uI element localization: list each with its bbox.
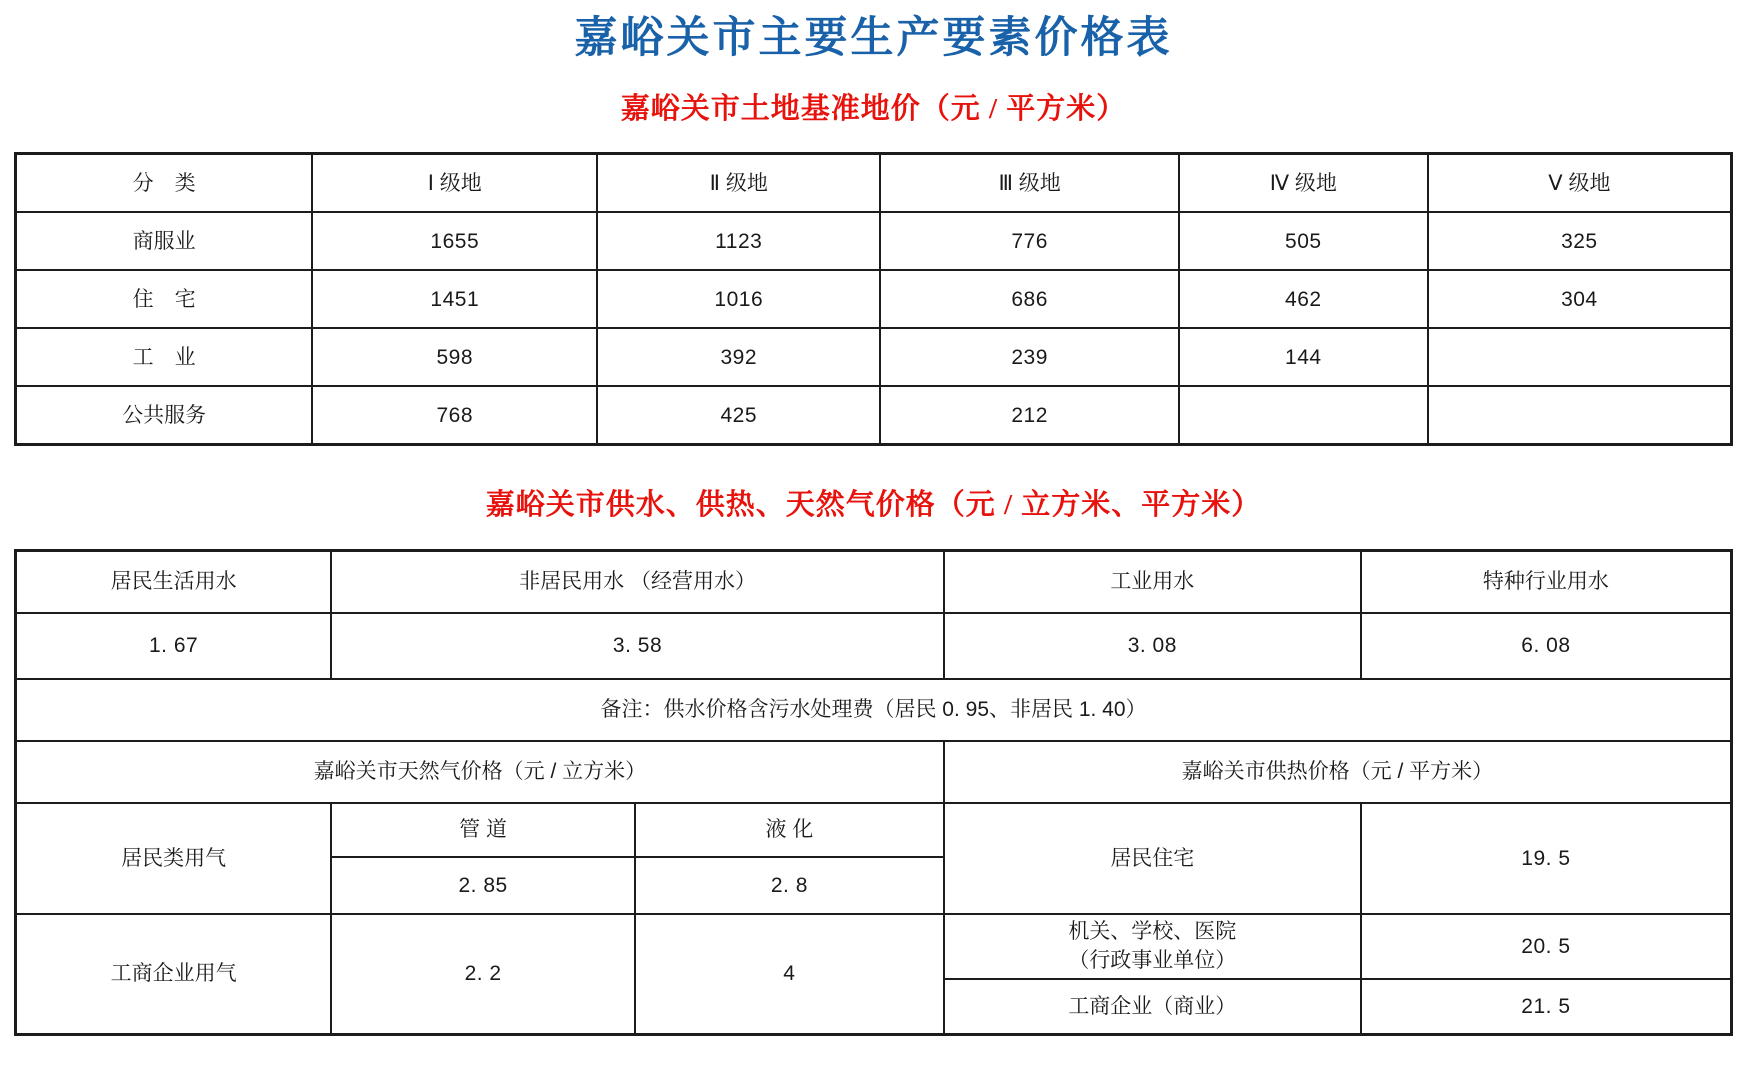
heat-label-line1: 机关、学校、医院 (1068, 920, 1237, 944)
utility-price-subtitle: 嘉峪关市供水、供热、天然气价格（元 / 立方米、平方米） (485, 489, 1262, 522)
gas-commercial-row (16, 914, 1732, 979)
water-header-industrial: 工业用水 (944, 551, 1361, 614)
gas-header-row (16, 803, 1732, 857)
gas-value: 2. 85 (331, 857, 635, 914)
section-header-row (16, 741, 1732, 803)
water-value: 3. 58 (331, 613, 944, 679)
land-price-table (14, 152, 1733, 446)
land-value-empty (1179, 386, 1428, 445)
land-value-empty (1428, 386, 1732, 445)
water-header-nonresidential: 非居民用水 （经营用水） (331, 551, 944, 614)
land-value-empty (1428, 328, 1732, 386)
table-row (16, 212, 1732, 270)
land-header-grade1: Ⅰ 级地 (312, 154, 597, 213)
land-header-grade4: Ⅳ 级地 (1179, 154, 1428, 213)
table-row (16, 386, 1732, 445)
gas-header-pipeline: 管 道 (331, 803, 635, 857)
land-value: 1655 (312, 212, 597, 270)
row-label: 工 业 (16, 328, 313, 386)
heat-value: 19. 5 (1361, 803, 1732, 914)
land-value: 325 (1428, 212, 1732, 270)
gas-section-title: 嘉峪关市天然气价格（元 / 立方米） (16, 741, 944, 803)
row-label: 住 宅 (16, 270, 313, 328)
land-value: 505 (1179, 212, 1428, 270)
land-header-grade2: Ⅱ 级地 (597, 154, 880, 213)
land-value: 239 (880, 328, 1179, 386)
table-row (16, 270, 1732, 328)
land-value: 304 (1428, 270, 1732, 328)
land-value: 768 (312, 386, 597, 445)
row-label: 商服业 (16, 212, 313, 270)
gas-value: 2. 8 (635, 857, 944, 914)
land-value: 425 (597, 386, 880, 445)
heat-value: 20. 5 (1361, 914, 1732, 979)
land-value: 1123 (597, 212, 880, 270)
land-header-grade3: Ⅲ 级地 (880, 154, 1179, 213)
utility-price-table (14, 549, 1733, 1036)
water-value-row (16, 613, 1732, 679)
land-value: 686 (880, 270, 1179, 328)
heat-row-label: 居民住宅 (944, 803, 1361, 914)
water-value: 1. 67 (16, 613, 332, 679)
water-header-row (16, 551, 1732, 614)
land-value: 1016 (597, 270, 880, 328)
land-value: 392 (597, 328, 880, 386)
heat-row-label (944, 914, 1361, 979)
row-label: 公共服务 (16, 386, 313, 445)
water-note: 备注：供水价格含污水处理费（居民 0. 95、非居民 1. 40） (16, 679, 1732, 741)
land-header-grade5: Ⅴ 级地 (1428, 154, 1732, 213)
water-value: 6. 08 (1361, 613, 1732, 679)
table-row (16, 328, 1732, 386)
land-price-subtitle: 嘉峪关市土地基准地价（元 / 平方米） (620, 93, 1127, 126)
land-header-row (16, 154, 1732, 213)
heat-value: 21. 5 (1361, 979, 1732, 1035)
heat-section-title: 嘉峪关市供热价格（元 / 平方米） (944, 741, 1732, 803)
land-value: 598 (312, 328, 597, 386)
land-value: 144 (1179, 328, 1428, 386)
land-value: 462 (1179, 270, 1428, 328)
land-value: 212 (880, 386, 1179, 445)
gas-value: 2. 2 (331, 914, 635, 1035)
land-value: 776 (880, 212, 1179, 270)
water-header-residential: 居民生活用水 (16, 551, 332, 614)
gas-row-label: 居民类用气 (16, 803, 332, 914)
heat-label-line2: （行政事业单位） (1068, 948, 1237, 972)
land-header-category: 分 类 (16, 154, 313, 213)
page-title: 嘉峪关市主要生产要素价格表 (574, 15, 1173, 62)
gas-row-label: 工商企业用气 (16, 914, 332, 1035)
water-value: 3. 08 (944, 613, 1361, 679)
note-row (16, 679, 1732, 741)
gas-value: 4 (635, 914, 944, 1035)
heat-row-label: 工商企业（商业） (944, 979, 1361, 1035)
gas-header-liquefied: 液 化 (635, 803, 944, 857)
land-value: 1451 (312, 270, 597, 328)
water-header-special: 特种行业用水 (1361, 551, 1732, 614)
